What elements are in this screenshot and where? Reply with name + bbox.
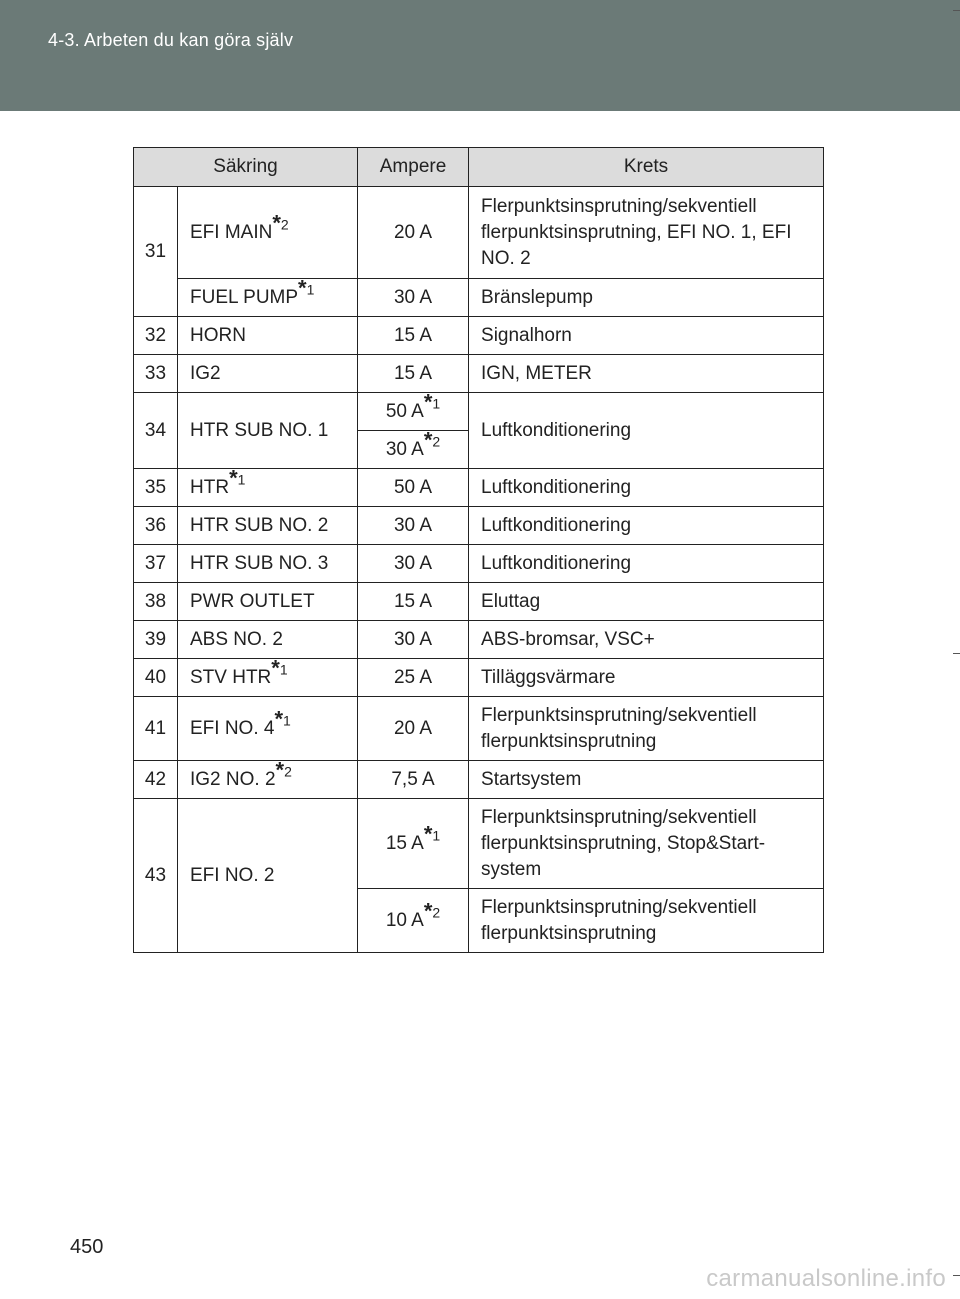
fuse-circuit: Flerpunktsinsprutning/sekventiell flerpunktsinsprutning <box>469 889 824 953</box>
fuse-circuit: Flerpunktsinsprutning/sekventiell flerpunktsinsprutning, Stop&Start-system <box>469 799 824 889</box>
fuse-ampere: 25 A <box>358 659 469 697</box>
fuse-name: PWR OUTLET <box>178 583 358 621</box>
fuse-name: IG2 <box>178 355 358 393</box>
fuse-ampere: 30 A <box>358 279 469 317</box>
fuse-table <box>133 147 824 953</box>
fuse-number: 31 <box>134 187 178 317</box>
fuse-name: STV HTR*$^1$ <box>178 659 358 697</box>
fuse-ampere: 20 A <box>358 697 469 761</box>
fuse-name: HTR SUB NO. 3 <box>178 545 358 583</box>
table-row <box>134 621 824 659</box>
fuse-circuit: ABS-bromsar, VSC+ <box>469 621 824 659</box>
crop-mark <box>953 1275 960 1276</box>
fuse-name: IG2 NO. 2*$^2$ <box>178 761 358 799</box>
table-row <box>134 799 824 889</box>
fuse-circuit: Tilläggsvärmare <box>469 659 824 697</box>
table-row <box>134 507 824 545</box>
fuse-name: EFI NO. 4*$^1$ <box>178 697 358 761</box>
crop-mark <box>953 10 960 11</box>
fuse-number: 33 <box>134 355 178 393</box>
fuse-circuit: Luftkonditionering <box>469 469 824 507</box>
fuse-ampere: 50 A*$^1$ <box>358 393 469 431</box>
fuse-name: EFI NO. 2 <box>178 799 358 953</box>
fuse-number: 39 <box>134 621 178 659</box>
fuse-number: 38 <box>134 583 178 621</box>
fuse-ampere: 30 A*$^2$ <box>358 431 469 469</box>
fuse-number: 37 <box>134 545 178 583</box>
table-row <box>134 697 824 761</box>
fuse-ampere: 15 A <box>358 317 469 355</box>
header-ampere: Ampere <box>358 148 469 187</box>
fuse-number: 36 <box>134 507 178 545</box>
fuse-circuit: Flerpunktsinsprutning/sekventiell flerpunktsinsprutning, EFI NO. 1, EFI NO. 2 <box>469 187 824 279</box>
fuse-ampere: 30 A <box>358 507 469 545</box>
watermark: carmanualsonline.info <box>706 1265 946 1292</box>
header-circuit: Krets <box>469 148 824 187</box>
crop-mark <box>953 653 960 654</box>
fuse-number: 41 <box>134 697 178 761</box>
fuse-number: 42 <box>134 761 178 799</box>
table-row <box>134 279 824 317</box>
fuse-name: HTR SUB NO. 2 <box>178 507 358 545</box>
fuse-name: EFI MAIN*$^2$ <box>178 187 358 279</box>
fuse-ampere: 7,5 A <box>358 761 469 799</box>
page-number: 450 <box>70 1236 104 1258</box>
fuse-name: HORN <box>178 317 358 355</box>
fuse-name: HTR*$^1$ <box>178 469 358 507</box>
fuse-ampere: 15 A*$^1$ <box>358 799 469 889</box>
table-row <box>134 355 824 393</box>
fuse-number: 34 <box>134 393 178 469</box>
fuse-ampere: 15 A <box>358 355 469 393</box>
fuse-ampere: 50 A <box>358 469 469 507</box>
fuse-circuit: Startsystem <box>469 761 824 799</box>
table-row <box>134 545 824 583</box>
fuse-circuit: Luftkonditionering <box>469 393 824 469</box>
table-row <box>134 659 824 697</box>
fuse-number: 35 <box>134 469 178 507</box>
fuse-circuit: Bränslepump <box>469 279 824 317</box>
fuse-ampere: 20 A <box>358 187 469 279</box>
fuse-ampere: 30 A <box>358 621 469 659</box>
fuse-circuit: Flerpunktsinsprutning/sekventiell flerpunktsinsprutning <box>469 697 824 761</box>
fuse-name: FUEL PUMP*$^1$ <box>178 279 358 317</box>
fuse-circuit: IGN, METER <box>469 355 824 393</box>
fuse-circuit: Luftkonditionering <box>469 507 824 545</box>
table-row <box>134 583 824 621</box>
table-header-row <box>134 148 824 187</box>
table-row <box>134 469 824 507</box>
fuse-ampere: 15 A <box>358 583 469 621</box>
fuse-ampere: 10 A*$^2$ <box>358 889 469 953</box>
fuse-circuit: Luftkonditionering <box>469 545 824 583</box>
header-fuse: Säkring <box>134 148 358 187</box>
table-row <box>134 761 824 799</box>
section-title: 4-3. Arbeten du kan göra själv <box>48 30 294 50</box>
fuse-ampere: 30 A <box>358 545 469 583</box>
fuse-number: 40 <box>134 659 178 697</box>
section-header-bar <box>0 0 960 111</box>
fuse-number: 32 <box>134 317 178 355</box>
fuse-circuit: Eluttag <box>469 583 824 621</box>
table-row <box>134 187 824 279</box>
fuse-name: ABS NO. 2 <box>178 621 358 659</box>
fuse-name: HTR SUB NO. 1 <box>178 393 358 469</box>
fuse-number: 43 <box>134 799 178 953</box>
table-row <box>134 393 824 431</box>
fuse-circuit: Signalhorn <box>469 317 824 355</box>
table-row <box>134 317 824 355</box>
